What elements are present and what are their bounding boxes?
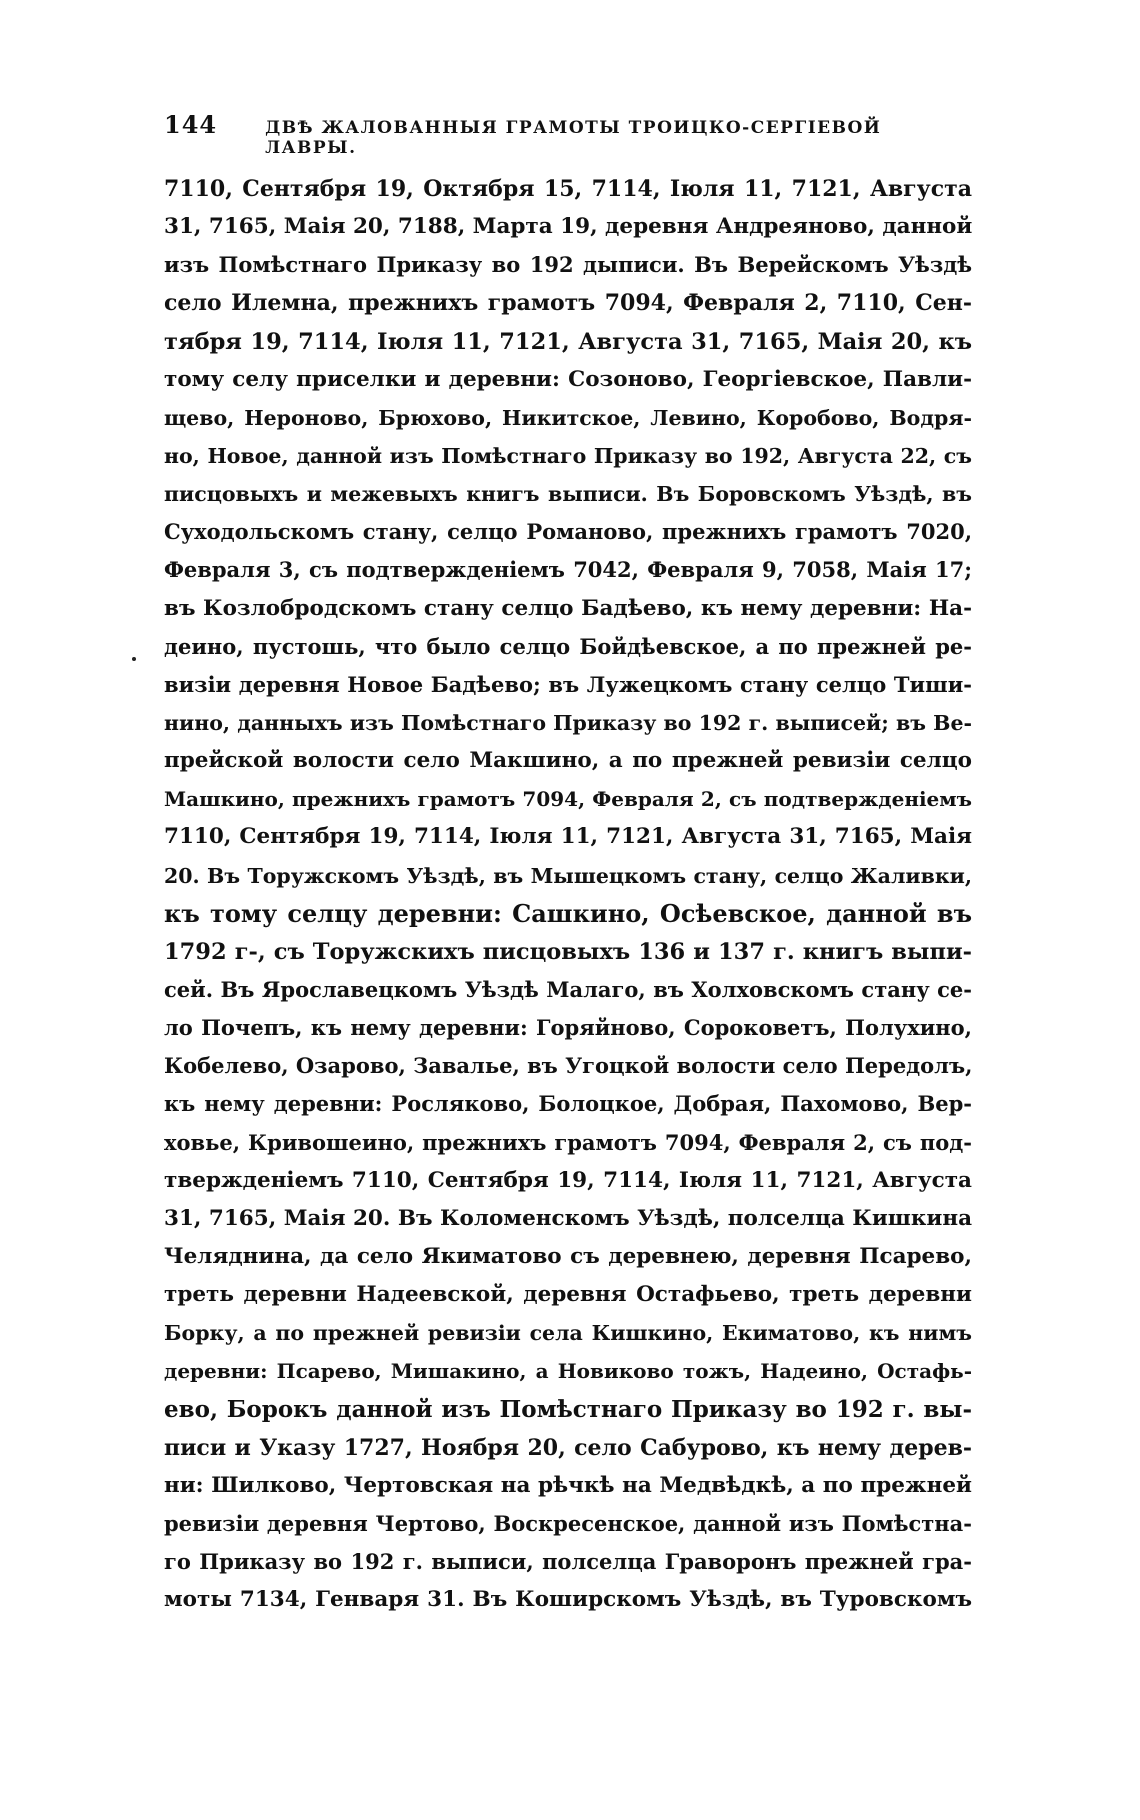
- text-line: тому селу приселки и деревни: Созоново, Георгіевское, Павли-: [164, 366, 972, 392]
- text-line: изъ Помѣстнаго Приказу во 192 дыписи. Въ Верейскомъ Уѣздѣ: [164, 252, 972, 278]
- text-line: Суходольскомъ стану, селцо Романово, прежнихъ грамотъ 7020,: [164, 519, 972, 545]
- text-line: 20. Въ Торужскомъ Уѣздѣ, въ Мышецкомъ стану, селцо Жаливки,: [164, 863, 972, 888]
- text-line: но, Новое, данной изъ Помѣстнаго Приказу во 192, Августа 22, съ: [164, 443, 972, 468]
- text-line: писцовыхъ и межевыхъ книгъ выписи. Въ Боровскомъ Уѣздѣ, въ: [164, 482, 972, 507]
- text-line: писи и Указу 1727, Ноября 20, село Сабурово, къ нему дерев-: [164, 1434, 972, 1461]
- text-line: 1792 г-, съ Торужскихъ писцовыхъ 136 и 137 г. книгъ выпи-: [164, 938, 972, 965]
- text-line: сей. Въ Ярославецкомъ Уѣздѣ Малаго, въ Холховскомъ стану се-: [164, 976, 972, 1002]
- text-line: нино, данныхъ изъ Помѣстнаго Приказу во 192 г. выписей; въ Ве-: [164, 710, 972, 735]
- text-line: ло Почепъ, къ нему деревни: Горяйново, Сороковетъ, Полухино,: [164, 1015, 972, 1041]
- page-header: [164, 110, 964, 158]
- page-number: 144: [164, 110, 218, 139]
- text-line: 7110, Сентября 19, 7114, Іюля 11, 7121, Августа 31, 7165, Маія: [164, 824, 972, 850]
- text-line: Челяднина, да село Якиматово съ деревнею, деревня Псарево,: [164, 1243, 972, 1269]
- text-line: тября 19, 7114, Іюля 11, 7121, Августа 31, 7165, Маія 20, къ: [164, 328, 972, 355]
- margin-mark: [132, 657, 136, 661]
- text-line: твержденіемъ 7110, Сентября 19, 7114, Іюля 11, 7121, Августа: [164, 1167, 972, 1193]
- text-line: 7110, Сентября 19, Октября 15, 7114, Іюля 11, 7121, Августа: [164, 176, 972, 202]
- text-line: Февраля 3, съ подтвержденіемъ 7042, Февраля 9, 7058, Маія 17;: [164, 557, 972, 583]
- text-line: къ нему деревни: Росляково, Болоцкое, Добрая, Пахомово, Вер-: [164, 1091, 972, 1117]
- text-line: го Приказу во 192 г. выписи, полселца Граворонъ прежней гра-: [164, 1549, 972, 1575]
- text-line: 31, 7165, Маія 20. Въ Коломенскомъ Уѣздѣ, полселца Кишкина: [164, 1205, 973, 1231]
- text-line: моты 7134, Генваря 31. Въ Коширскомъ Уѣздѣ, въ Туровскомъ: [164, 1587, 972, 1613]
- text-line: щево, Нероново, Брюхово, Никитское, Левино, Коробово, Водря-: [164, 405, 972, 430]
- text-line: ревизіи деревня Чертово, Воскресенское, данной изъ Помѣстна-: [164, 1510, 972, 1536]
- text-line: ево, Борокъ данной изъ Помѣстнаго Приказу во 192 г. вы-: [164, 1395, 972, 1423]
- text-line: къ тому селцу деревни: Сашкино, Осѣевское, данной въ: [164, 898, 972, 928]
- text-line: прейской волости село Макшино, а по прежней ревизіи селцо: [164, 748, 972, 774]
- text-line: Машкино, прежнихъ грамотъ 7094, Февраля 2, съ подтвержденіемъ: [164, 787, 972, 812]
- text-line: треть деревни Надеевской, деревня Остафьево, треть деревни: [164, 1282, 972, 1308]
- running-title: ДВѢ ЖАЛОВАННЫЯ ГРАМОТЫ ТРОИЦКО-СЕРГІЕВОЙ ЛАВРЫ.: [265, 118, 882, 158]
- body-text: [164, 170, 972, 1619]
- text-line: въ Козлобродскомъ стану селцо Бадѣево, къ нему деревни: На-: [164, 595, 972, 621]
- text-line: 31, 7165, Маія 20, 7188, Марта 19, деревня Андреяново, данной: [164, 214, 973, 240]
- text-line: Борку, а по прежней ревизіи села Кишкино, Екиматово, къ нимъ: [164, 1321, 972, 1346]
- text-line: деино, пустошь, что было селцо Бойдѣевское, а по прежней ре-: [164, 633, 972, 659]
- text-line: ховье, Кривошеино, прежнихъ грамотъ 7094, Февраля 2, съ под-: [164, 1129, 972, 1155]
- text-line: визіи деревня Новое Бадѣево; въ Лужецкомъ стану селцо Тиши-: [164, 671, 972, 697]
- text-line: деревни: Псарево, Мишакино, а Новиково тожъ, Надеино, Остафь-: [164, 1359, 972, 1384]
- text-line: ни: Шилково, Чертовская на рѣчкѣ на Медвѣдкѣ, а по прежней: [164, 1472, 972, 1498]
- text-line: село Илемна, прежнихъ грамотъ 7094, Февраля 2, 7110, Сен-: [164, 290, 972, 317]
- text-line: Кобелево, Озарово, Завалье, въ Угоцкой волости село Передолъ,: [164, 1053, 973, 1079]
